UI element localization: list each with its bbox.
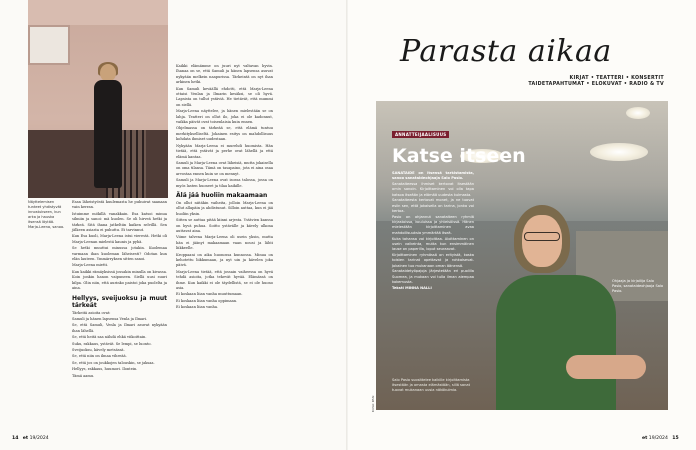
photo-wall	[28, 0, 168, 25]
paragraph: Se, että heitä saa nähdä ehkä viikoittain.	[72, 335, 147, 340]
feature-tag: ANNATTEIJAALISUUS	[392, 131, 449, 138]
paragraph: Samuli ja Marja-Leena ovat isossa talossa, jossa on myös lasten huoneet ja tilaa kaikille.	[176, 178, 273, 188]
paragraph: Kun kaikki rämäyksissä jossakin minulla on kivassa. Koin jonkin hanon vaipuneen. Siellä uusi suuri kilpa. Olin niin, että aurinko paistoi joka puolelta ja aina.	[72, 269, 167, 291]
feature-body	[392, 171, 474, 292]
paragraph: Marja-Leena näyttelee, ja hänen mielestään se on lahja. Teatteri on ollut ilo, joka ei ole kadonnut, vaikka päivät ovat toisenlaisia kuin ennen.	[176, 109, 273, 125]
paragraph: Kuka tahansa voi kirjoittaa. Aloittaminen on usein vaikeinta, mutta kun ensimmäinen lause on paperilla, loput seuraavat.	[392, 236, 474, 252]
paragraph: Sitten se auttaa pitää kiinni arjesta. Ystävien kanssa on hyvä puhua. Soitto ystävälle ja kävely ulkona auttavat aina.	[176, 218, 273, 233]
paragraph: Kirjoittaminen ryhmässä on erityistä, koska toisten tarinat opettavat ja rohkaisevat. Jokainen tuo mukanaan oman äänensä.	[392, 252, 474, 268]
paragraph: Ei koskaan liian vanha.	[176, 305, 219, 310]
paragraph: Ei koskaan liian vanha oppimaan.	[176, 298, 238, 303]
feature-lead: SANATAIDE on itsensä tarkistamista, sanoo sanataideohjaaja Salo Pasio.	[392, 171, 474, 181]
text-column-a	[72, 200, 167, 380]
folio-right	[642, 436, 679, 441]
photo-caption-right: Ohjaaja ja kirjailija Salo Pasio, sanataideohjaaja Salo Pasio.	[612, 279, 664, 293]
subhead: Hellyys, sveijuoksu ja muut tärkeät	[72, 294, 167, 309]
paragraph: Samuli ja Marja-Leena ovat läheisiä, mutta jokaisella on oma tilansa. Tämä on tasapaino, jota ei aina osaa arvostaa ennen kuin se on mennyt.	[176, 160, 273, 176]
text-column-b	[176, 64, 273, 312]
photo-window	[28, 25, 70, 65]
categories-line-2: TAIDETAPAHTUMAT • ELOKUVAT • RADIO & TV	[528, 82, 664, 88]
paragraph: Sanataiteessa ihmiset kertovat itsestään omin sanoin. Kirjoittaminen voi olla tapa katsoa itseään ja elämää uudesta kulmasta.	[392, 182, 474, 197]
section-categories	[488, 76, 664, 89]
folio-left	[12, 436, 49, 441]
paragraph: On ollut niitäkin vaiheita, jolloin Marja-Leena on ollut allapäin ja ahdistunut. Silloin auttaa, kun ei jää huoliin yksin.	[176, 200, 273, 216]
feature-caption: Salo Pasio suosittelee kaikille kirjoittamista itsestään ja omasta elämästään, sillä sanat tuovat mukanaan uusia näkökulmia.	[392, 378, 471, 392]
magazine-name: et	[642, 436, 648, 441]
paragraph: Marja-Leena tietää, että jossain vaiheessa on hyvä tehdä asioita, jotka tekevät hyvää. Elämässä on ihme. Kun kaikki ei ole täydellistä, se ei ole huono asia.	[176, 269, 273, 291]
lamp-icon	[626, 107, 650, 119]
paragraph: Pasio on ohjannut sanataiteen ryhmiä kirjastoissa, kouluissa ja yhteisöissä. Hänen mielestään kirjoittaminen avaa mahdollisuuksia ymmärtää itseä.	[392, 214, 474, 235]
issue-number: 19/2024	[648, 436, 668, 441]
paragraph: Nykyään Marja-Leena ei murehdi huomista. Hän tietää, että ystävät ja perhe ovat lähellä ja että elämä kantaa.	[176, 143, 273, 159]
categories-line-1: KIRJAT • TEATTERI • KONSERTIT	[569, 76, 664, 81]
issue-number: 19/2024	[29, 436, 49, 441]
page-number: 15	[672, 436, 679, 441]
paragraph: Sanataiteesta kertovat monet, ja ne tuovat esiin sen, että jokaisella on tarina, jonka voi kertoa.	[392, 198, 474, 214]
paragraph: Tärkeitä asioita ovat:	[72, 310, 111, 315]
paragraph: Samuli ja hänen lapsensa Venla ja Ilmari.	[72, 316, 148, 321]
magazine-name: et	[22, 436, 29, 441]
paragraph: Ei koskaan liian vanha muuttumaan.	[176, 292, 243, 297]
photo-person	[91, 64, 125, 188]
vertical-credit: KUVA: PASI	[371, 395, 375, 412]
feature-title: Katse itseen	[392, 145, 526, 167]
portrait-photo	[28, 0, 168, 198]
paragraph: Se, että niin on ilmaa vihreää.	[72, 354, 127, 359]
feature-person	[496, 205, 646, 410]
paragraph: Istuimme mökillä vanakkain. Esa katsoi minua silmiin ja sanoi: mä kuolen. Se oli hirveä hetki ja tärkeä. Sitä ihana jatkeltiin kaiken selvillä. Sen jälkeen asiasta ei puhuttu. Ei tarvinnut.	[72, 211, 167, 233]
paragraph: Se, että Samuli, Venla ja Ilmari asuvat nykyään ihan lähellä.	[72, 323, 167, 333]
glasses-icon	[524, 232, 560, 241]
paragraph: Sveijuoksu, kävely metsässä.	[72, 347, 125, 352]
paragraph: Viime talvena Marja-Leena oli usein yksin, mutta hän ei jäänyt makaamaan vaan nousi ja lähti liikkeelle.	[176, 235, 273, 251]
paragraph: Marja-Leena mietti.	[72, 263, 109, 268]
paragraph: Sanataidetyöpajoja järjestetään eri puolilla Suomea, ja mukaan voi tulla ilman aiempaa kokemusta.	[392, 269, 474, 284]
photo-caption: Näyttelemisen tunteet yhdistyvät innostukseen, kun arka ja hauska itsensä löytää. Marja-Leena, sanoo.	[28, 200, 65, 229]
paragraph: Hellyys, rakkaus, huumori. Ilontein.	[72, 367, 138, 372]
paragraph: Kun Samuli keväällä ehdotti, että Marja-Leena ottaisi Venlan ja Ilmarin kesäksi, se oli hyvä. Lapsista on tullut ystäviä. He tietävät, että mummi on siellä.	[176, 86, 273, 107]
feature-byline: Teksti MINNA NALLI	[392, 285, 432, 290]
paragraph: Esan läheistyöstä kuulemasta he puhuivat saanaan vain kerran.	[72, 200, 167, 210]
paragraph: Kroppaani on aika huonossa kunnossa. Minua on kehotettu liikkumaan, ja nyt uin ja kävelen joka päivä.	[176, 252, 273, 268]
page-number: 14	[12, 436, 19, 441]
paragraph: Kaikki elämämme on juuri nyt valtavan hyvin. Ihanaa on se, että Samuli ja hänen lapsensa asuvat nykyään melkein naapurissa. Tärkeintä on nyt ihan arkinen hetki.	[176, 64, 273, 85]
paragraph: Tämä aamu.	[72, 373, 95, 378]
paragraph: Se hetki muuttui minussa jotakin. Kuolemaa varmaan ihan kuoleman läheisesti? Odotan kun elän lauteen. Ymmärryksen sitten sanoi.	[72, 246, 167, 262]
section-title: Parasta aikaa	[400, 34, 612, 69]
paragraph: Kun Esa kuoli, Marja-Leena istui vierestä. Hetki oli Marja-Leenan mielestä kaunis ja pyhä.	[72, 234, 167, 244]
lamp-icon	[590, 143, 648, 161]
paragraph: Se, että jos on joukkojen talouskin, se jaksaa.	[72, 360, 155, 365]
paragraph: Suku, rakkaus, ystävät. Se lempi, se luonto.	[72, 341, 152, 346]
subhead: Älä jää huoliin makaamaan	[176, 191, 268, 199]
paragraph: Ohjelmassa on tärkeää se, että elämä tuntuu merkitykselliseltä. Jokainen esitys on mahdollisuus kohdata ihmiset uudestaan.	[176, 126, 273, 142]
